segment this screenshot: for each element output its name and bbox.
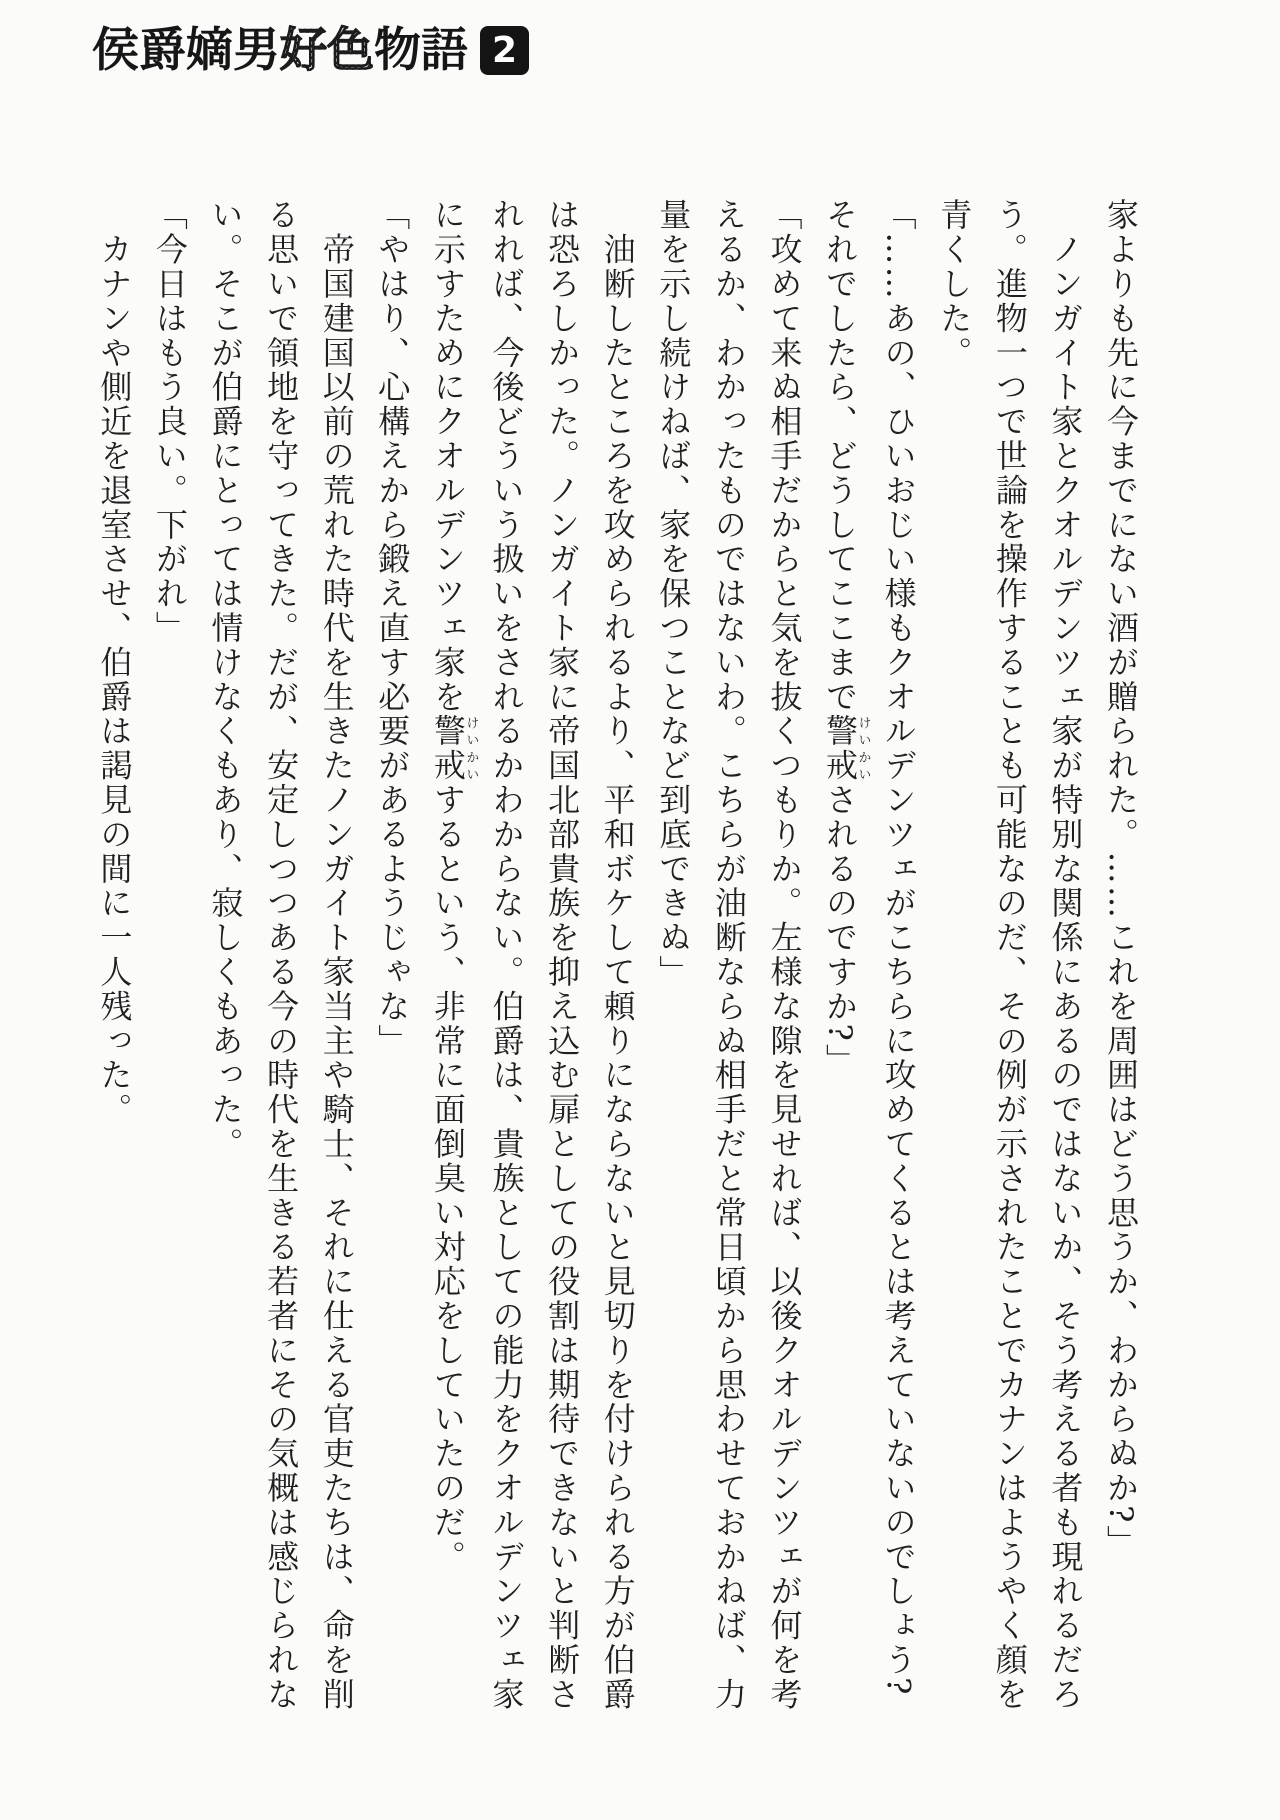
text-line: れれば、今後どういう扱いをされるかわからない。伯爵は、貴族としての能力をクオルデンツェ家 bbox=[487, 198, 526, 1712]
text-line: 量を示し続けねば、家を保つことなど到底できぬ」 bbox=[654, 198, 693, 990]
text-line: 「やはり、心構えから鍛え直す必要があるようじゃな」 bbox=[373, 198, 412, 1058]
text-line: る思いで領地を守ってきた。だが、安定しつつある今の時代を生きる若者にその気概は感じられな bbox=[262, 198, 301, 1712]
text-line: カナンや側近を退室させ、伯爵は謁見の間に一人残った。 bbox=[95, 198, 134, 1127]
text-line: 帝国建国以前の荒れた時代を生きたノンガイト家当主や騎士、それに仕える官吏たちは、命を削 bbox=[317, 198, 356, 1712]
title-part-prefix: 侯爵嫡男 bbox=[92, 23, 280, 78]
title-part-suffix: 物語 bbox=[374, 23, 468, 78]
text-line: 「……あの、ひいおじい様もクオルデンツェがこちらに攻めてくるとは考えていないのでしょう? bbox=[879, 198, 918, 1697]
text-line: 家よりも先に今までにない酒が贈られた。……これを周囲はどう思うか、わからぬか?」 bbox=[1102, 198, 1140, 1560]
volume-badge: 2 bbox=[480, 26, 529, 75]
text-line: それでしたら、どうしてここまで警戒けいかいされるのですか?」 bbox=[821, 198, 871, 1078]
text-line: に示すためにクオルデンツェ家を警戒けいかいするという、非常に面倒臭い対応をしていたのだ。 bbox=[428, 198, 479, 1575]
text-line: 青くした。 bbox=[935, 198, 974, 370]
text-line: えるか、わかったものではないわ。こちらが油断ならぬ相手だと常日頃から思わせておかねば、力 bbox=[709, 198, 748, 1712]
text-line: は恐ろしかった。ノンガイト家に帝国北部貴族を抑え込む扉としての役割は期待できないと判断さ bbox=[543, 198, 582, 1712]
text-line: ノンガイト家とクオルデンツェ家が特別な関係にあるのではないか、そう考える者も現れるだろ bbox=[1046, 198, 1085, 1712]
text-line: 「攻めて来ぬ相手だからと気を抜くつもりか。左様な隙を見せれば、以後クオルデンツェが何を考 bbox=[765, 198, 804, 1712]
book-title bbox=[92, 23, 468, 78]
text-line: い。そこが伯爵にとっては情けなくもあり、寂しくもあった。 bbox=[206, 198, 245, 1162]
page-header bbox=[92, 23, 529, 78]
text-line: 「今日はもう良い。下がれ」 bbox=[150, 198, 189, 646]
text-line: う。進物一つで世論を操作することも可能なのだ、その例が示されたことでカナンはようやく顔を bbox=[990, 198, 1029, 1712]
novel-text-block bbox=[86, 198, 1148, 1720]
text-line: 油断したところを攻められるより、平和ボケして頼りにならないと見切りを付けられる方が伯爵 bbox=[598, 198, 637, 1712]
title-accent: 好色 bbox=[280, 23, 374, 78]
